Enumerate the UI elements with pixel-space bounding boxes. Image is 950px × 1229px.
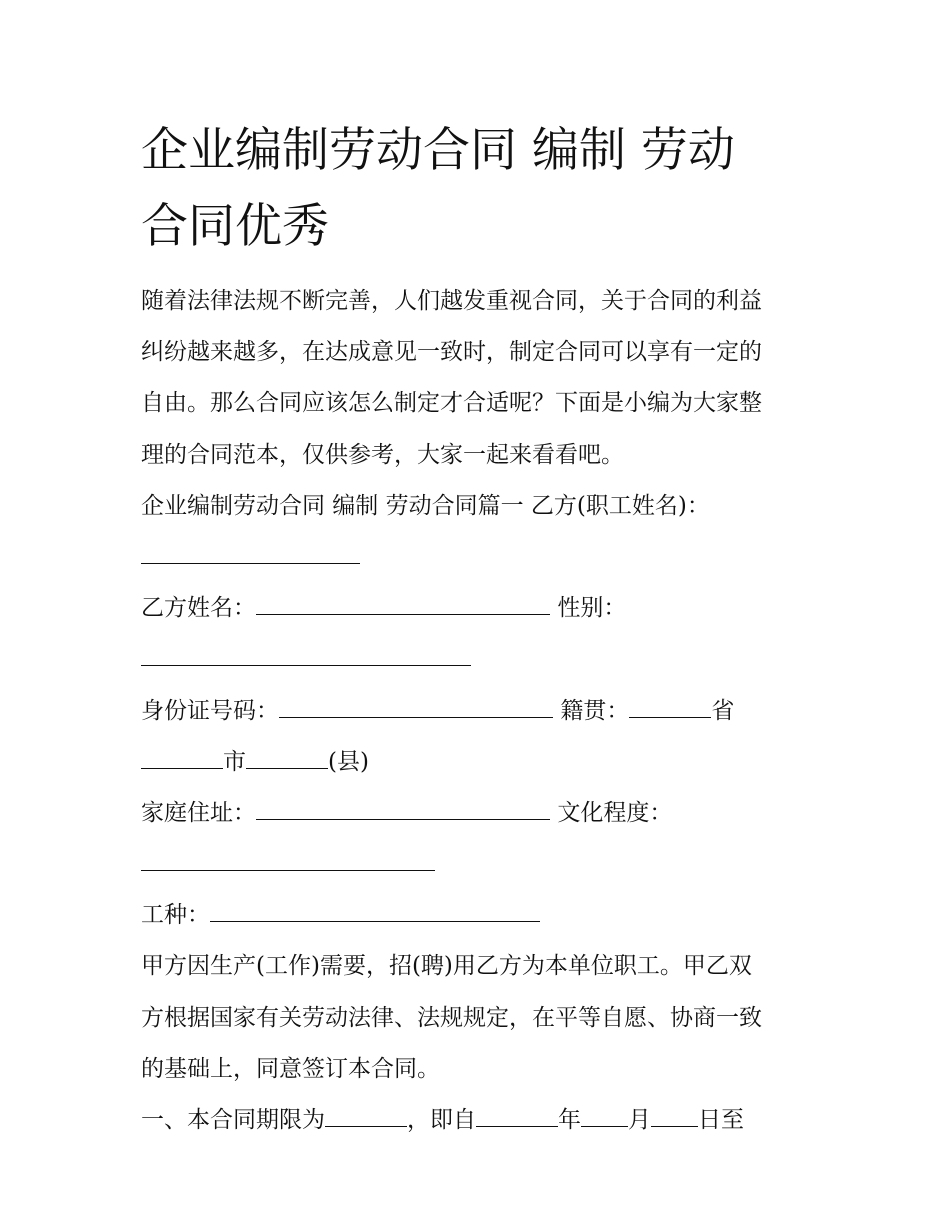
address-label: 家庭住址： bbox=[141, 799, 256, 826]
education-label: 文化程度： bbox=[557, 799, 673, 826]
day-to-label: 日至 bbox=[698, 1107, 744, 1133]
name-gender-line bbox=[141, 583, 821, 634]
native-label: 籍贯： bbox=[560, 697, 630, 724]
province-label: 省 bbox=[711, 697, 735, 724]
start-month-blank bbox=[581, 1102, 628, 1127]
term-length-blank bbox=[325, 1102, 407, 1127]
name-label: 乙方姓名： bbox=[141, 595, 256, 622]
document-title bbox=[141, 113, 821, 265]
county-blank bbox=[246, 744, 328, 769]
gender-blank bbox=[141, 641, 471, 666]
id-native-line bbox=[141, 686, 821, 737]
city-blank bbox=[141, 744, 223, 769]
intro-line: 理的合同范本，仅供参考，大家一起来看看吧。 bbox=[141, 441, 624, 468]
intro-line: 随着法律法规不断完善，人们越发重视合同，关于合同的利益 bbox=[141, 288, 762, 314]
city-county-line bbox=[141, 737, 821, 788]
purpose-line: 的基础上，同意签订本合同。 bbox=[141, 1055, 440, 1082]
job-label: 工种： bbox=[141, 902, 210, 929]
city-label: 市 bbox=[223, 748, 246, 775]
intro-line: 纠纷越来越多，在达成意见一致时，制定合同可以享有一定的 bbox=[141, 339, 762, 366]
worker-name-blank bbox=[141, 539, 360, 564]
section-heading: 企业编制劳动合同 编制 劳动合同篇一 乙方(职工姓名)： bbox=[141, 492, 710, 519]
id-number-blank bbox=[279, 693, 553, 718]
county-label: (县) bbox=[328, 748, 369, 775]
title-line: 合同优秀 bbox=[141, 199, 329, 254]
province-blank bbox=[629, 693, 711, 718]
job-blank bbox=[210, 897, 540, 922]
name-blank bbox=[256, 590, 550, 615]
title-line: 企业编制劳动合同 编制 劳动 bbox=[141, 123, 735, 178]
address-blank bbox=[256, 795, 550, 820]
term-line bbox=[141, 1095, 821, 1146]
term-prefix: 一、本合同期限为 bbox=[141, 1107, 325, 1133]
purpose-line: 方根据国家有关劳动法律、法规规定，在平等自愿、协商一致 bbox=[141, 1004, 762, 1031]
job-line bbox=[141, 890, 821, 941]
start-day-blank bbox=[651, 1102, 698, 1127]
term-from: ，即自 bbox=[407, 1107, 476, 1133]
worker-name-blank-line bbox=[141, 532, 821, 583]
gender-blank-line bbox=[141, 634, 821, 685]
document-body bbox=[141, 276, 821, 1146]
intro-line: 自由。那么合同应该怎么制定才合适呢？下面是小编为大家整 bbox=[141, 390, 762, 417]
address-education-line bbox=[141, 788, 821, 839]
start-year-blank bbox=[476, 1102, 558, 1127]
gender-label: 性别： bbox=[557, 595, 627, 622]
id-label: 身份证号码： bbox=[141, 697, 279, 724]
month-label: 月 bbox=[628, 1107, 651, 1133]
year-label: 年 bbox=[558, 1107, 581, 1133]
purpose-line: 甲方因生产(工作)需要，招(聘)用乙方为本单位职工。甲乙双 bbox=[141, 953, 752, 980]
education-blank-line bbox=[141, 839, 821, 890]
education-blank bbox=[141, 846, 435, 871]
